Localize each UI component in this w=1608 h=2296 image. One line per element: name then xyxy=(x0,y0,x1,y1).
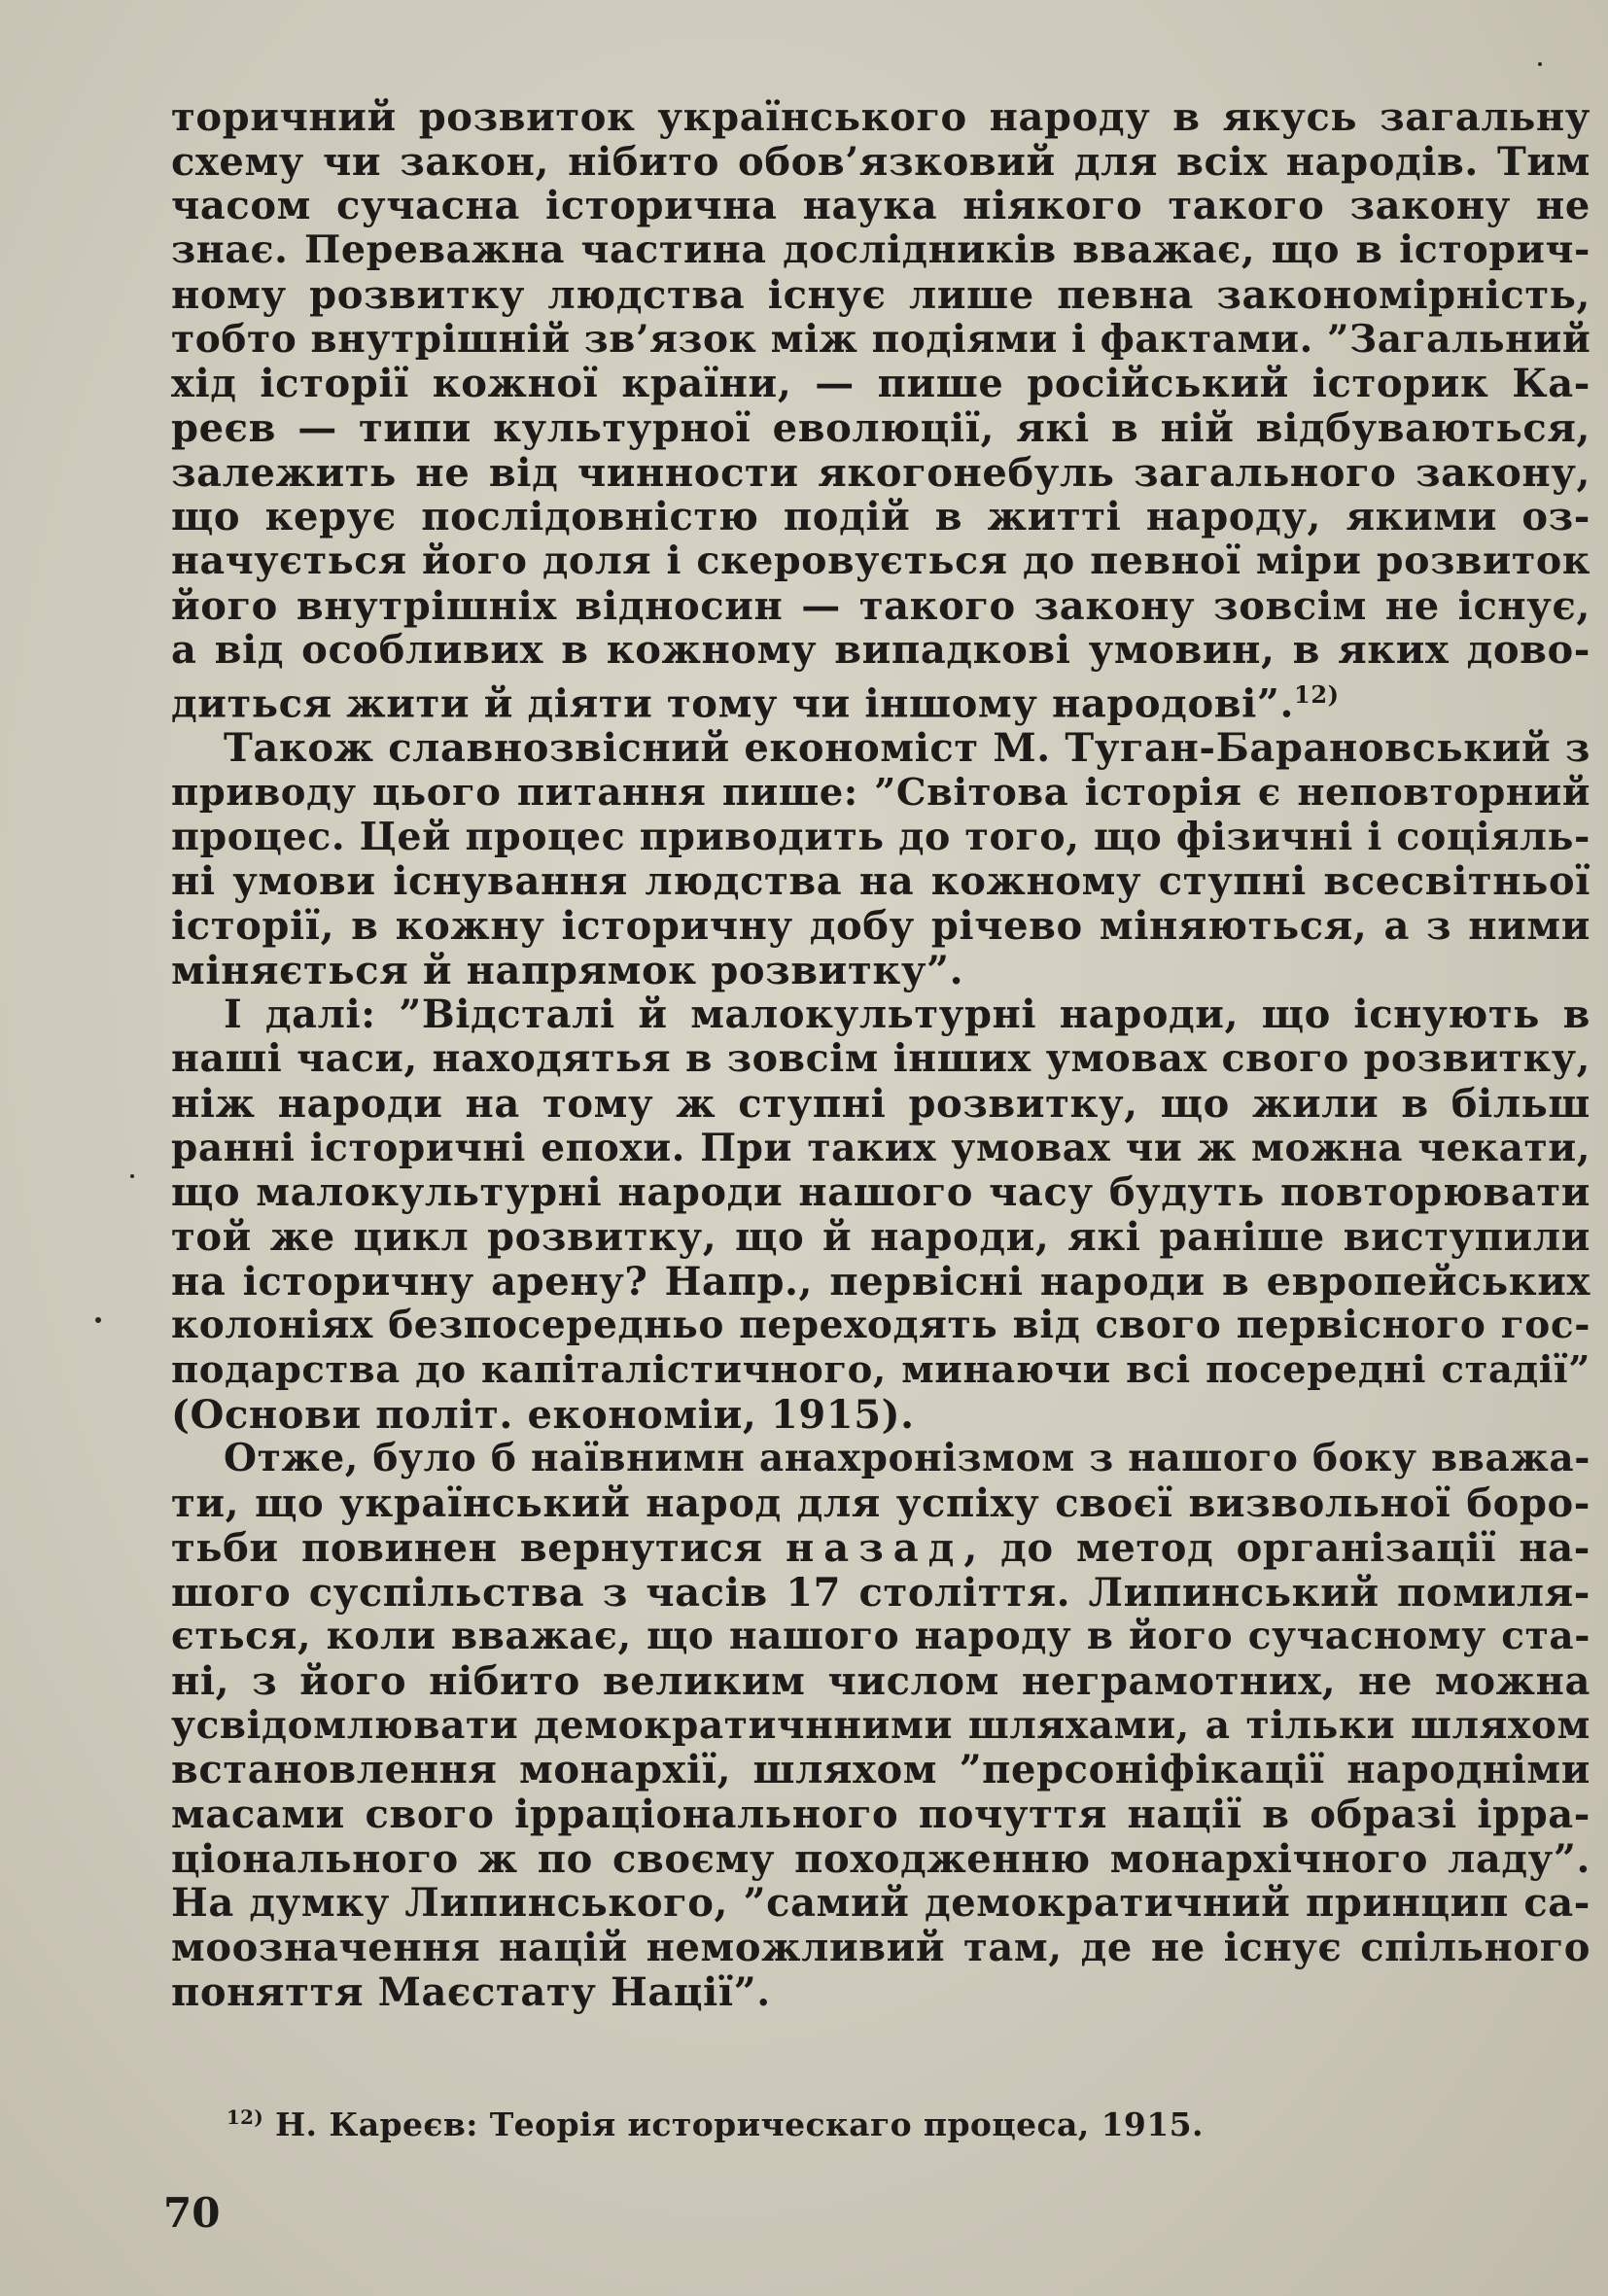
text-line: ціонального ж по своєму походженню монархічного ладу”. xyxy=(171,1835,1591,1882)
footnote-reference: 12) xyxy=(1294,680,1340,710)
text-line: часом сучасна історична наука ніякого такого закону не xyxy=(171,183,1591,229)
footnote xyxy=(227,2105,1204,2143)
text-line: його внутрішніх відносин — такого закону зовсім не існує, xyxy=(171,582,1591,629)
text-line: На думку Липинського, ”самий демократичний принцип са- xyxy=(171,1880,1591,1927)
text-line: ранні історичні епохи. При таких умовах чи ж можна чекати, xyxy=(171,1125,1591,1170)
text-line: моозначення націй неможливий там, де не існує спільного xyxy=(171,1925,1591,1971)
text-line: колоніях безпосередньо переходять від свого первісного гос- xyxy=(171,1303,1591,1348)
text-line: що керує послідовністю подій в житті народу, якими оз- xyxy=(171,494,1591,540)
text-line: Отже, було б наївнимн анахронізмом з нашого боку вважа- xyxy=(224,1436,1591,1481)
text-line: встановлення монархії, шляхом ”персоніфікації народніми xyxy=(171,1747,1591,1793)
text-line: ється, коли вважає, що нашого народу в його сучасному ста- xyxy=(171,1614,1591,1659)
text-line: наші часи, находятья в зовсім інших умовах свого розвитку, xyxy=(171,1036,1591,1082)
text-line: а від особливих в кожному випадкові умовин, в яких дово- xyxy=(171,627,1591,674)
text-line: начується його доля і скеровується до певної міри розвиток xyxy=(171,539,1591,584)
text-line: шого суспільства з часів 17 століття. Липинський помиля- xyxy=(171,1569,1591,1616)
text-line: ти, що український народ для успіху своєї визвольної боро- xyxy=(171,1480,1591,1527)
ink-speck xyxy=(1538,62,1542,66)
text-line: масами свого ірраціонального почуття нації в образі ірра- xyxy=(171,1792,1591,1838)
footnote-marker: 12) xyxy=(227,2105,264,2129)
text-line: той же цикл розвитку, що й народи, які раніше виступили xyxy=(171,1213,1591,1260)
text-line: процес. Цей процес приводить до того, що фізичні і соціяль- xyxy=(171,814,1591,859)
paragraph-4 xyxy=(171,1437,1591,2014)
text-line: І далі: ”Відсталі й малокультурні народи, що існують в xyxy=(224,991,1591,1038)
text-line: на історичну арену? Напр., первісні народи в европейських xyxy=(171,1258,1591,1305)
text-line: (Основи політ. економіи, 1915). xyxy=(171,1391,915,1438)
text-line: ніж народи на тому ж ступні розвитку, що жили в більш xyxy=(171,1080,1591,1127)
paragraph-3 xyxy=(171,992,1591,1437)
ink-speck xyxy=(130,1174,134,1178)
text-line: Також славнозвісний економіст М. Туган-Барановський з xyxy=(224,725,1591,772)
text-line: залежить не від чинности якогонебуль загального закону, xyxy=(171,449,1591,496)
text-fragment: тьби повинен вернутися xyxy=(171,1524,787,1571)
text-line: ні умови існування людства на кожному ступні всесвітньої xyxy=(171,858,1591,905)
text-line: знає. Переважна частина дослідників вважає, що в історич- xyxy=(171,227,1591,273)
footnote-text: Н. Кареєв: Теорія историческаго процеса, 1915. xyxy=(263,2105,1204,2143)
ink-speck xyxy=(95,1317,101,1323)
text-line: усвідомлювати демократичнними шляхами, а тільки шляхом xyxy=(171,1702,1591,1748)
text-line-content: диться жити й діяти тому чи іншому народові”. xyxy=(171,680,1295,727)
text-line xyxy=(171,673,1591,726)
text-line: схему чи закон, нібито обов’язковий для всіх народів. Тим xyxy=(171,138,1591,185)
text-line: що малокультурні народи нашого часу будуть повторювати xyxy=(171,1169,1591,1216)
text-line: тобто внутрішній зв’язок між подіями і фактами. ”Загальний xyxy=(171,316,1591,362)
text-fragment: , до метод організації на- xyxy=(963,1524,1591,1571)
spaced-emphasis: назад xyxy=(786,1524,964,1571)
body-text xyxy=(171,95,1591,2015)
text-line: поняття Маєстату Нації”. xyxy=(171,1968,771,2015)
text-line: подарства до капіталістичного, минаючи всі посередні стадії” xyxy=(171,1348,1591,1393)
paragraph-1 xyxy=(171,95,1591,726)
text-line: хід історії кожної країни, — пише російський історик Ка- xyxy=(171,361,1591,407)
text-line: історії, в кожну історичну добу річево міняються, а з ними xyxy=(171,902,1591,949)
page-number: 70 xyxy=(163,2189,221,2237)
text-line: ному розвитку людства існує лише певна закономірність, xyxy=(171,271,1591,318)
text-line xyxy=(171,1526,1591,1571)
text-line: міняється й напрямок розвитку”. xyxy=(171,947,964,993)
text-line: ні, з його нібито великим числом неграмотних, не можна xyxy=(171,1657,1591,1704)
text-line: приводу цього питання пише: ”Світова історія є неповторний xyxy=(171,770,1591,815)
text-line: торичний розвиток українського народу в якусь загальну xyxy=(171,94,1591,140)
text-line: реєв — типи культурної еволюції, які в ній відбуваються, xyxy=(171,404,1591,451)
paragraph-2 xyxy=(171,726,1591,992)
